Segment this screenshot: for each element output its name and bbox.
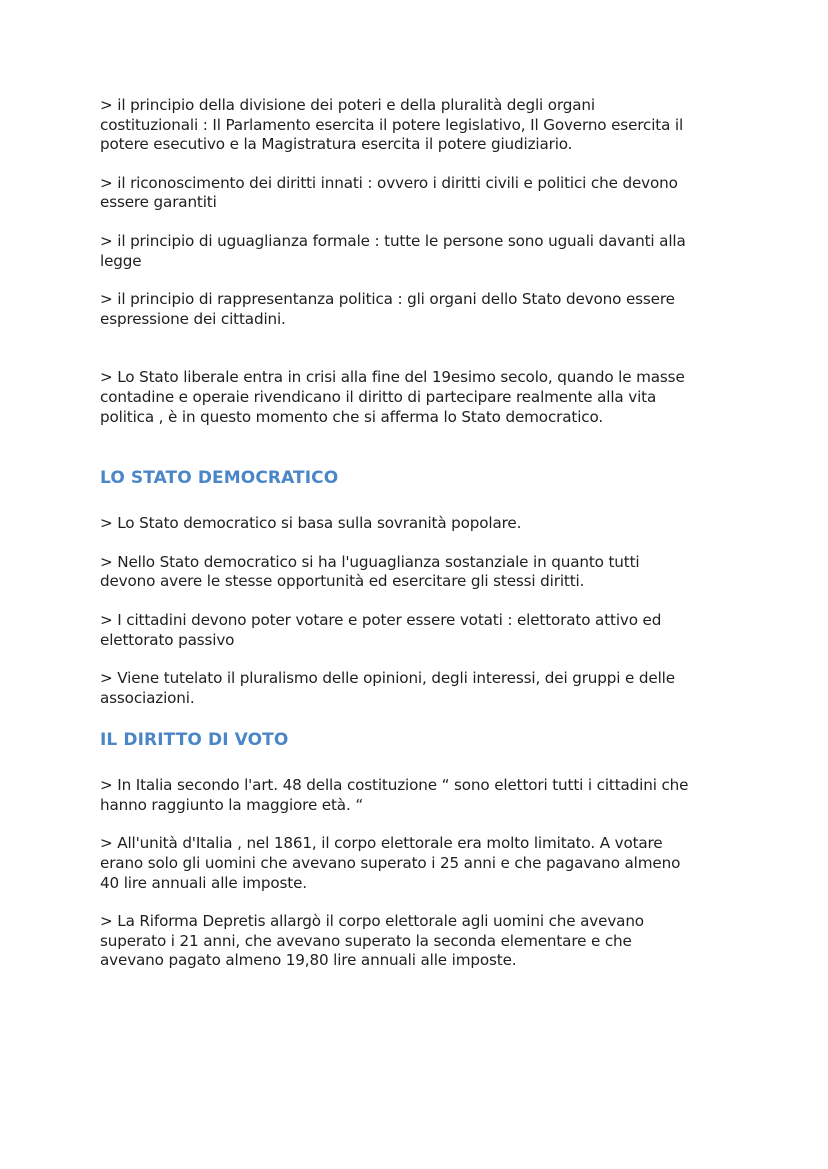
paragraph-pluralism: > Viene tutelato il pluralismo delle opinioni, degli interessi, dei gruppi e delle associazioni. bbox=[100, 669, 675, 707]
heading-democratic-state: LO STATO DEMOCRATICO bbox=[100, 468, 339, 489]
document-page bbox=[100, 96, 732, 971]
paragraph-innate-rights: > il riconoscimento dei diritti innati : ovvero i diritti civili e politici che devono essere garantiti bbox=[100, 173, 678, 212]
paragraph-political-representation: > il principio di rappresentanza politica : gli organi dello Stato devono essere espressione dei cittadini. bbox=[100, 290, 675, 328]
paragraph-depretis-reform: > La Riforma Depretis allargò il corpo elettorale agli uomini che avevano superato i 21 anni, che avevano superato la seconda elementare e che avevano pagato almeno 19,80 lire annuali alle imposte. bbox=[100, 912, 644, 970]
paragraph-formal-equality: > il principio di uguaglianza formale : tutte le persone sono uguali davanti alla legge bbox=[100, 231, 686, 270]
paragraph-unification-1861: > All'unità d'Italia , nel 1861, il corpo elettorale era molto limitato. A votare erano solo gli uomini che avevano superato i 25 anni e che pagavano almeno 40 lire annuali alle imposte. bbox=[100, 834, 681, 892]
paragraph-article-48: > In Italia secondo l'art. 48 della costituzione “ sono elettori tutti i cittadini che hanno raggiunto la maggiore età. “ bbox=[100, 776, 689, 814]
paragraph-liberal-state-crisis: > Lo Stato liberale entra in crisi alla fine del 19esimo secolo, quando le masse contadine e operaie rivendicano il diritto di partecipare realmente alla vita politica , è in questo momento che si afferma lo Stato democratico. bbox=[100, 368, 685, 426]
heading-right-to-vote: IL DIRITTO DI VOTO bbox=[100, 730, 289, 751]
paragraph-substantial-equality: > Nello Stato democratico si ha l'uguaglianza sostanziale in quanto tutti devono avere le stesse opportunità ed esercitare gli stessi diritti. bbox=[100, 552, 640, 591]
paragraph-division-of-powers: > il principio della divisione dei poteri e della pluralità degli organi costituzionali : Il Parlamento esercita il potere legislativo, Il Governo esercita il potere esecutivo e la Magistratura esercita il potere giudiziario. bbox=[100, 96, 684, 154]
paragraph-active-passive-electorate: > I cittadini devono poter votare e poter essere votati : elettorato attivo ed elettorato passivo bbox=[100, 610, 662, 649]
paragraph-popular-sovereignty: > Lo Stato democratico si basa sulla sovranità popolare. bbox=[100, 514, 522, 533]
